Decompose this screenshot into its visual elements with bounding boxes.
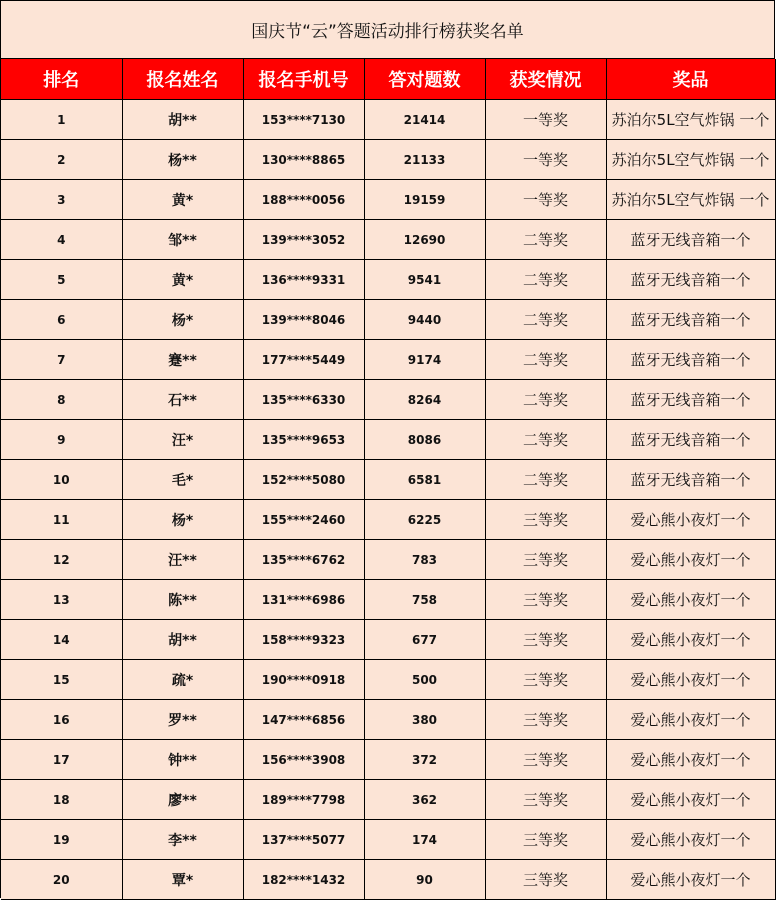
correct-count-cell: 372 xyxy=(364,740,485,780)
column-header-name: 报名姓名 xyxy=(122,59,243,100)
correct-count-cell: 6225 xyxy=(364,500,485,540)
rank-cell: 4 xyxy=(1,220,122,260)
rank-cell: 15 xyxy=(1,660,122,700)
award-cell: 一等奖 xyxy=(485,100,606,140)
table-row xyxy=(1,540,775,580)
name-cell: 罗** xyxy=(122,700,243,740)
table-row xyxy=(1,220,775,260)
table-row xyxy=(1,500,775,540)
name-cell: 黄* xyxy=(122,180,243,220)
table-row xyxy=(1,460,775,500)
phone-cell: 182****1432 xyxy=(243,860,364,900)
correct-count-cell: 758 xyxy=(364,580,485,620)
award-cell: 三等奖 xyxy=(485,820,606,860)
table-row xyxy=(1,260,775,300)
table-row xyxy=(1,740,775,780)
phone-cell: 188****0056 xyxy=(243,180,364,220)
table-row xyxy=(1,700,775,740)
name-cell: 杨* xyxy=(122,300,243,340)
table-row xyxy=(1,820,775,860)
award-cell: 三等奖 xyxy=(485,740,606,780)
phone-cell: 131****6986 xyxy=(243,580,364,620)
prize-cell: 蓝牙无线音箱一个 xyxy=(606,340,775,380)
phone-cell: 130****8865 xyxy=(243,140,364,180)
phone-cell: 190****0918 xyxy=(243,660,364,700)
rank-cell: 10 xyxy=(1,460,122,500)
phone-cell: 189****7798 xyxy=(243,780,364,820)
correct-count-cell: 677 xyxy=(364,620,485,660)
rank-cell: 11 xyxy=(1,500,122,540)
name-cell: 胡** xyxy=(122,620,243,660)
table-row xyxy=(1,340,775,380)
table-row xyxy=(1,300,775,340)
rank-cell: 5 xyxy=(1,260,122,300)
correct-count-cell: 21133 xyxy=(364,140,485,180)
table-row xyxy=(1,180,775,220)
phone-cell: 158****9323 xyxy=(243,620,364,660)
name-cell: 黄* xyxy=(122,260,243,300)
award-cell: 三等奖 xyxy=(485,700,606,740)
name-cell: 覃* xyxy=(122,860,243,900)
correct-count-cell: 90 xyxy=(364,860,485,900)
correct-count-cell: 8086 xyxy=(364,420,485,460)
rank-cell: 3 xyxy=(1,180,122,220)
prize-cell: 爱心熊小夜灯一个 xyxy=(606,700,775,740)
award-cell: 三等奖 xyxy=(485,540,606,580)
rank-cell: 14 xyxy=(1,620,122,660)
award-cell: 三等奖 xyxy=(485,500,606,540)
prize-cell: 爱心熊小夜灯一个 xyxy=(606,580,775,620)
prize-cell: 爱心熊小夜灯一个 xyxy=(606,740,775,780)
name-cell: 石** xyxy=(122,380,243,420)
table-row xyxy=(1,660,775,700)
prize-cell: 蓝牙无线音箱一个 xyxy=(606,220,775,260)
table-row xyxy=(1,780,775,820)
award-cell: 二等奖 xyxy=(485,460,606,500)
award-cell: 三等奖 xyxy=(485,660,606,700)
sheet-title: 国庆节“云”答题活动排行榜获奖名单 xyxy=(1,1,775,59)
header-row xyxy=(1,59,775,100)
rank-cell: 6 xyxy=(1,300,122,340)
table-row xyxy=(1,620,775,660)
phone-cell: 136****9331 xyxy=(243,260,364,300)
table-row xyxy=(1,420,775,460)
column-header-prize: 奖品 xyxy=(606,59,775,100)
name-cell: 胡** xyxy=(122,100,243,140)
name-cell: 陈** xyxy=(122,580,243,620)
name-cell: 邹** xyxy=(122,220,243,260)
rank-cell: 12 xyxy=(1,540,122,580)
table-row xyxy=(1,100,775,140)
rank-cell: 18 xyxy=(1,780,122,820)
table-row xyxy=(1,860,775,900)
table-row xyxy=(1,580,775,620)
award-cell: 一等奖 xyxy=(485,180,606,220)
correct-count-cell: 8264 xyxy=(364,380,485,420)
table-row xyxy=(1,140,775,180)
correct-count-cell: 500 xyxy=(364,660,485,700)
phone-cell: 135****9653 xyxy=(243,420,364,460)
phone-cell: 137****5077 xyxy=(243,820,364,860)
rank-cell: 8 xyxy=(1,380,122,420)
rank-cell: 17 xyxy=(1,740,122,780)
correct-count-cell: 9174 xyxy=(364,340,485,380)
phone-cell: 156****3908 xyxy=(243,740,364,780)
correct-count-cell: 19159 xyxy=(364,180,485,220)
column-header-rank: 排名 xyxy=(1,59,122,100)
award-cell: 二等奖 xyxy=(485,300,606,340)
phone-cell: 135****6330 xyxy=(243,380,364,420)
prize-cell: 爱心熊小夜灯一个 xyxy=(606,820,775,860)
prize-cell: 蓝牙无线音箱一个 xyxy=(606,380,775,420)
phone-cell: 177****5449 xyxy=(243,340,364,380)
phone-cell: 147****6856 xyxy=(243,700,364,740)
name-cell: 汪* xyxy=(122,420,243,460)
name-cell: 蹇** xyxy=(122,340,243,380)
name-cell: 钟** xyxy=(122,740,243,780)
name-cell: 毛* xyxy=(122,460,243,500)
award-cell: 一等奖 xyxy=(485,140,606,180)
name-cell: 汪** xyxy=(122,540,243,580)
correct-count-cell: 6581 xyxy=(364,460,485,500)
award-cell: 三等奖 xyxy=(485,860,606,900)
phone-cell: 155****2460 xyxy=(243,500,364,540)
name-cell: 廖** xyxy=(122,780,243,820)
column-header-phone: 报名手机号 xyxy=(243,59,364,100)
correct-count-cell: 21414 xyxy=(364,100,485,140)
winners-table xyxy=(1,59,776,900)
award-cell: 三等奖 xyxy=(485,580,606,620)
correct-count-cell: 362 xyxy=(364,780,485,820)
rank-cell: 19 xyxy=(1,820,122,860)
phone-cell: 139****3052 xyxy=(243,220,364,260)
correct-count-cell: 174 xyxy=(364,820,485,860)
name-cell: 李** xyxy=(122,820,243,860)
rank-cell: 20 xyxy=(1,860,122,900)
prize-cell: 蓝牙无线音箱一个 xyxy=(606,460,775,500)
rank-cell: 1 xyxy=(1,100,122,140)
award-cell: 二等奖 xyxy=(485,260,606,300)
table-body xyxy=(1,100,775,900)
prize-cell: 蓝牙无线音箱一个 xyxy=(606,300,775,340)
prize-cell: 爱心熊小夜灯一个 xyxy=(606,500,775,540)
phone-cell: 153****7130 xyxy=(243,100,364,140)
prize-cell: 爱心熊小夜灯一个 xyxy=(606,540,775,580)
correct-count-cell: 9541 xyxy=(364,260,485,300)
rank-cell: 2 xyxy=(1,140,122,180)
prize-cell: 苏泊尔5L空气炸锅 一个 xyxy=(606,140,775,180)
prize-cell: 爱心熊小夜灯一个 xyxy=(606,780,775,820)
prize-cell: 蓝牙无线音箱一个 xyxy=(606,260,775,300)
prize-cell: 爱心熊小夜灯一个 xyxy=(606,860,775,900)
award-cell: 三等奖 xyxy=(485,620,606,660)
rank-cell: 16 xyxy=(1,700,122,740)
award-cell: 三等奖 xyxy=(485,780,606,820)
rank-cell: 13 xyxy=(1,580,122,620)
rank-cell: 7 xyxy=(1,340,122,380)
prize-cell: 苏泊尔5L空气炸锅 一个 xyxy=(606,100,775,140)
name-cell: 杨* xyxy=(122,500,243,540)
rank-cell: 9 xyxy=(1,420,122,460)
name-cell: 杨** xyxy=(122,140,243,180)
prize-cell: 苏泊尔5L空气炸锅 一个 xyxy=(606,180,775,220)
prize-cell: 爱心熊小夜灯一个 xyxy=(606,660,775,700)
phone-cell: 135****6762 xyxy=(243,540,364,580)
column-header-count: 答对题数 xyxy=(364,59,485,100)
correct-count-cell: 380 xyxy=(364,700,485,740)
phone-cell: 139****8046 xyxy=(243,300,364,340)
award-cell: 二等奖 xyxy=(485,220,606,260)
correct-count-cell: 9440 xyxy=(364,300,485,340)
column-header-award: 获奖情况 xyxy=(485,59,606,100)
award-cell: 二等奖 xyxy=(485,340,606,380)
award-cell: 二等奖 xyxy=(485,380,606,420)
correct-count-cell: 783 xyxy=(364,540,485,580)
award-cell: 二等奖 xyxy=(485,420,606,460)
phone-cell: 152****5080 xyxy=(243,460,364,500)
prize-cell: 蓝牙无线音箱一个 xyxy=(606,420,775,460)
table-row xyxy=(1,380,775,420)
prize-cell: 爱心熊小夜灯一个 xyxy=(606,620,775,660)
name-cell: 疏* xyxy=(122,660,243,700)
correct-count-cell: 12690 xyxy=(364,220,485,260)
